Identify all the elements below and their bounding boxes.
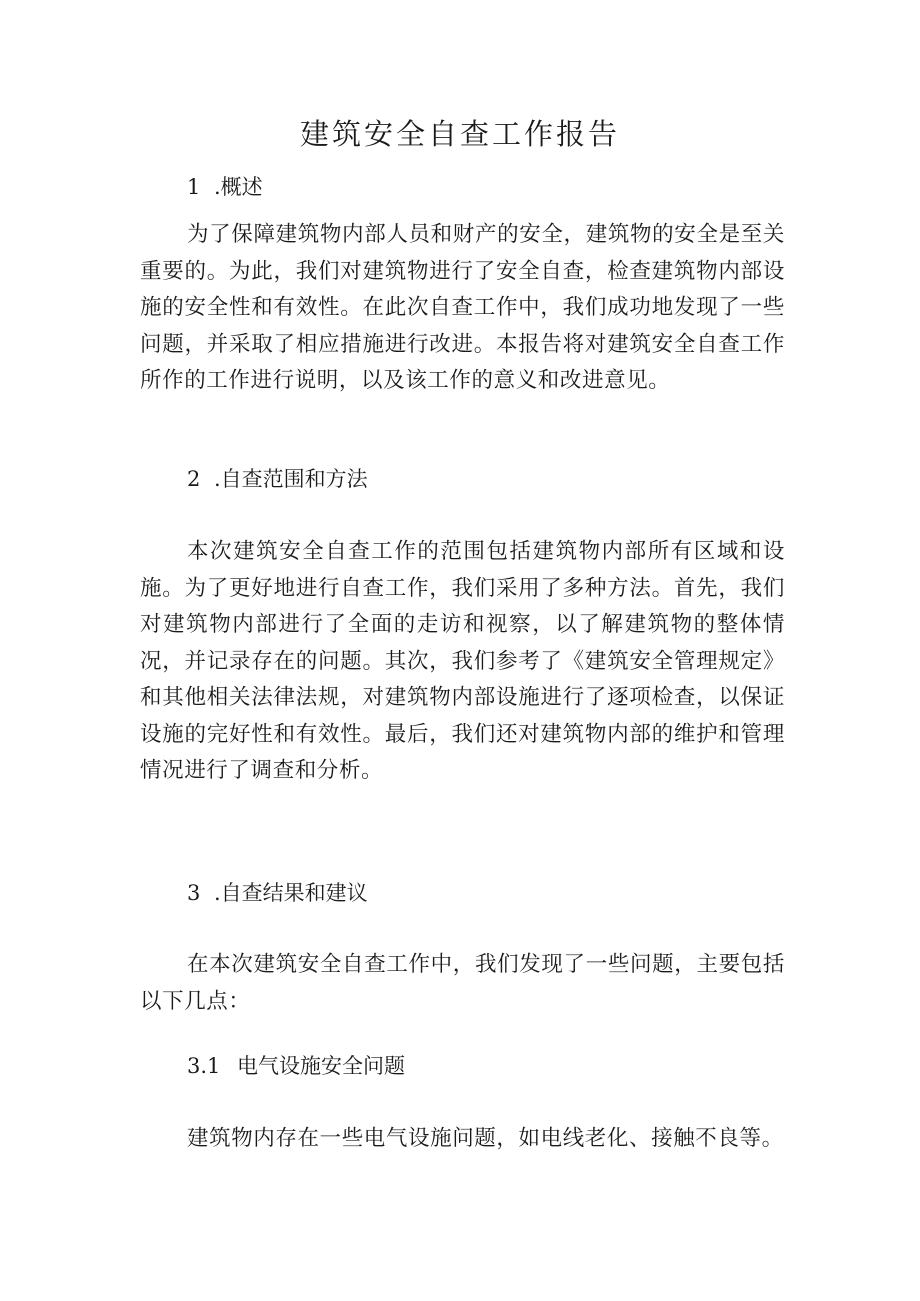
section-number: 1 bbox=[187, 175, 201, 199]
section-heading-text: 电气设施安全问题 bbox=[237, 1054, 405, 1078]
section-heading-3 bbox=[187, 878, 368, 908]
section-number: 3 bbox=[187, 881, 201, 905]
section-heading-1 bbox=[187, 172, 263, 202]
section-heading-text: .自查范围和方法 bbox=[214, 467, 368, 491]
section-paragraph: 在本次建筑安全自查工作中，我们发现了一些问题，主要包括以下几点： bbox=[140, 952, 785, 1014]
section-heading-text: .自查结果和建议 bbox=[214, 881, 368, 905]
section-paragraph: 本次建筑安全自查工作的范围包括建筑物内部所有区域和设施。为了更好地进行自查工作，我们采用了多种方法。首先，我们对建筑物内部进行了全面的走访和视察，以了解建筑物的整体情况，并记录存在的问题。其次，我们参考了《建筑安全管理规定》和其他相关法律法规，对建筑物内部设施进行了逐项检查，以保证设施的完好性和有效性。最后，我们还对建筑物内部的维护和管理情况进行了调查和分析。 bbox=[140, 539, 785, 783]
section-heading-text: .概述 bbox=[214, 175, 263, 199]
section-paragraph: 为了保障建筑物内部人员和财产的安全，建筑物的安全是至关重要的。为此，我们对建筑物进行了安全自查，检查建筑物内部设施的安全性和有效性。在此次自查工作中，我们成功地发现了一些问题，并采取了相应措施进行改进。本报告将对建筑安全自查工作所作的工作进行说明，以及该工作的意义和改进意见。 bbox=[140, 222, 785, 393]
document-title: 建筑安全自查工作报告 bbox=[299, 117, 620, 151]
section-paragraph: 建筑物内存在一些电气设施问题，如电线老化、接触不良等。 bbox=[187, 1126, 784, 1151]
section-number: 3.1 bbox=[187, 1054, 221, 1078]
section-number: 2 bbox=[187, 467, 201, 491]
subsection-heading-3-1 bbox=[187, 1051, 405, 1081]
section-heading-2 bbox=[187, 464, 368, 494]
